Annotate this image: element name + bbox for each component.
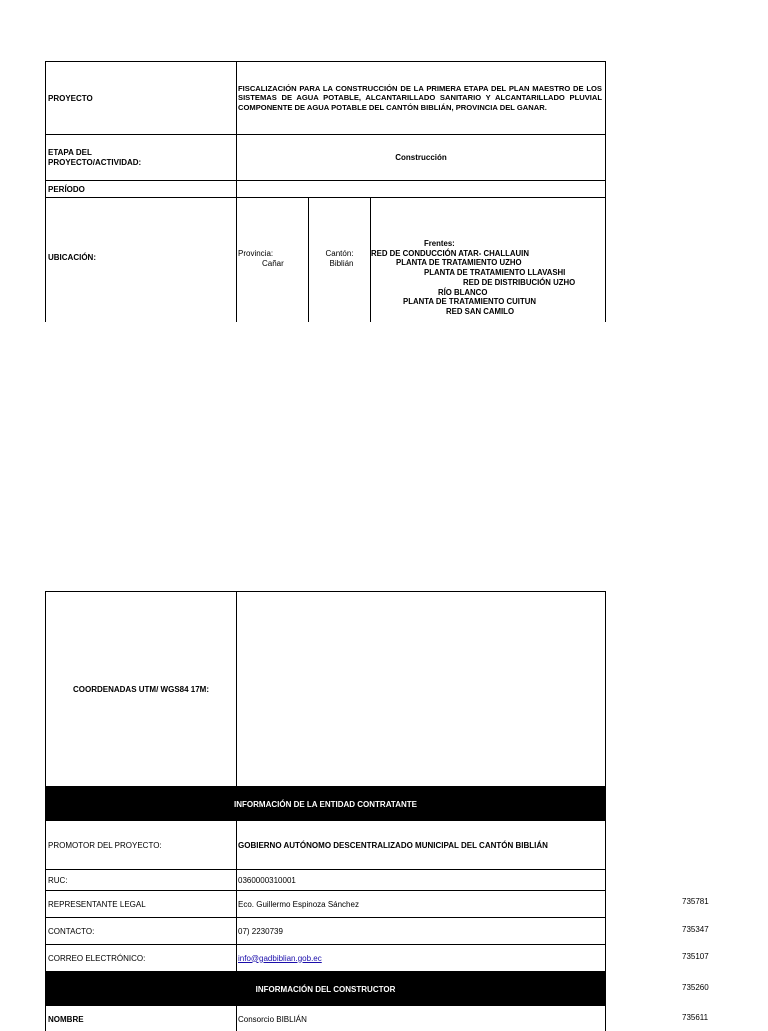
entity-info-table [45,591,606,1031]
row-promotor [46,821,605,870]
project-info-table [45,61,606,322]
representante-label: REPRESENTANTE LEGAL [46,891,237,917]
provincia-label: Provincia: [238,249,274,258]
provincia-value: Cañar [262,259,284,268]
row-ubicacion [46,198,605,322]
contacto-label: CONTACTO: [46,918,237,944]
row-representante [46,891,605,918]
proyecto-text: FISCALIZACIÓN PARA LA CONSTRUCCIÓN DE LA PRIMERA ETAPA DEL PLAN MAESTRO DE LOS SISTEMAS DE AGUA POTABLE, ALCANTARILLADO SANITARIO Y ALCANTARILLADO PLUVIAL COMPONENTE DE AGUA POTABLE DEL CANTÓN BIBLIÁN, PROVINCIA DEL GANAR. [238,83,602,112]
frente-item: PLANTA DE TRATAMIENTO CUITUN [403,297,536,307]
coordenadas-label: COORDENADAS UTM/ WGS84 17M: [46,592,237,786]
nombre-value: Consorcio BIBLIÁN [238,1014,307,1024]
ruc-value: 0360000310001 [238,875,296,885]
correo-label: CORREO ELECTRÓNICO: [46,945,237,971]
canton-label: Cantón: [325,249,354,258]
section-header-constructor: INFORMACIÓN DEL CONSTRUCTOR [46,972,605,1006]
side-number: 735260 [682,983,709,992]
promotor-value: GOBIERNO AUTÓNOMO DESCENTRALIZADO MUNICIPAL DEL CANTÓN BIBLIÁN [238,840,548,850]
frentes-title: Frentes: [424,239,455,248]
coordenadas-value [237,592,605,786]
periodo-value [237,181,605,197]
ubicacion-label-text: UBICACIÓN: [48,253,96,262]
periodo-label: PERÍODO [46,181,237,197]
representante-value: Eco. Guillermo Espinoza Sánchez [238,899,359,909]
correo-value [237,945,605,971]
etapa-value: Construcción [395,153,447,162]
etapa-label [46,135,237,180]
section-header-contratante: INFORMACIÓN DE LA ENTIDAD CONTRATANTE [46,787,605,821]
side-number: 735347 [682,925,709,934]
frente-item: PLANTA DE TRATAMIENTO UZHO [396,258,522,268]
frente-item: RÍO BLANCO [438,287,488,297]
canton-cell [309,198,371,322]
row-coordenadas [46,592,605,787]
row-proyecto [46,62,605,135]
contacto-value: 07) 2230739 [238,926,283,936]
row-nombre [46,1006,605,1031]
row-etapa [46,135,605,181]
provincia-cell [237,198,309,322]
frente-item: RED DE DISTRIBUCIÓN UZHO [463,277,576,287]
row-periodo [46,181,605,198]
side-number: 735107 [682,952,709,961]
ubicacion-value [237,198,605,322]
ubicacion-label [46,198,237,322]
frente-item: RED DE CONDUCCIÓN ATAR- CHALLAUIN [371,248,529,258]
side-number: 735611 [682,1013,709,1022]
frente-item: RED SAN CAMILO [446,306,515,316]
row-correo [46,945,605,972]
nombre-label: NOMBRE [46,1006,237,1031]
side-number: 735781 [682,897,709,906]
frente-item: PLANTA DE TRATAMIENTO LLAVASHI [424,268,566,278]
proyecto-value [237,62,605,134]
etapa-label-line2: PROYECTO/ACTIVIDAD: [48,157,142,167]
row-ruc [46,870,605,891]
email-link[interactable]: info@gadbiblian.gob.ec [238,953,322,963]
ruc-label: RUC: [46,870,237,890]
row-contacto [46,918,605,945]
etapa-label-line1: ETAPA DEL [48,147,92,157]
frentes-cell [371,198,605,322]
canton-value: Biblián [329,259,354,268]
promotor-label: PROMOTOR DEL PROYECTO: [46,821,237,869]
proyecto-label: PROYECTO [46,62,237,134]
